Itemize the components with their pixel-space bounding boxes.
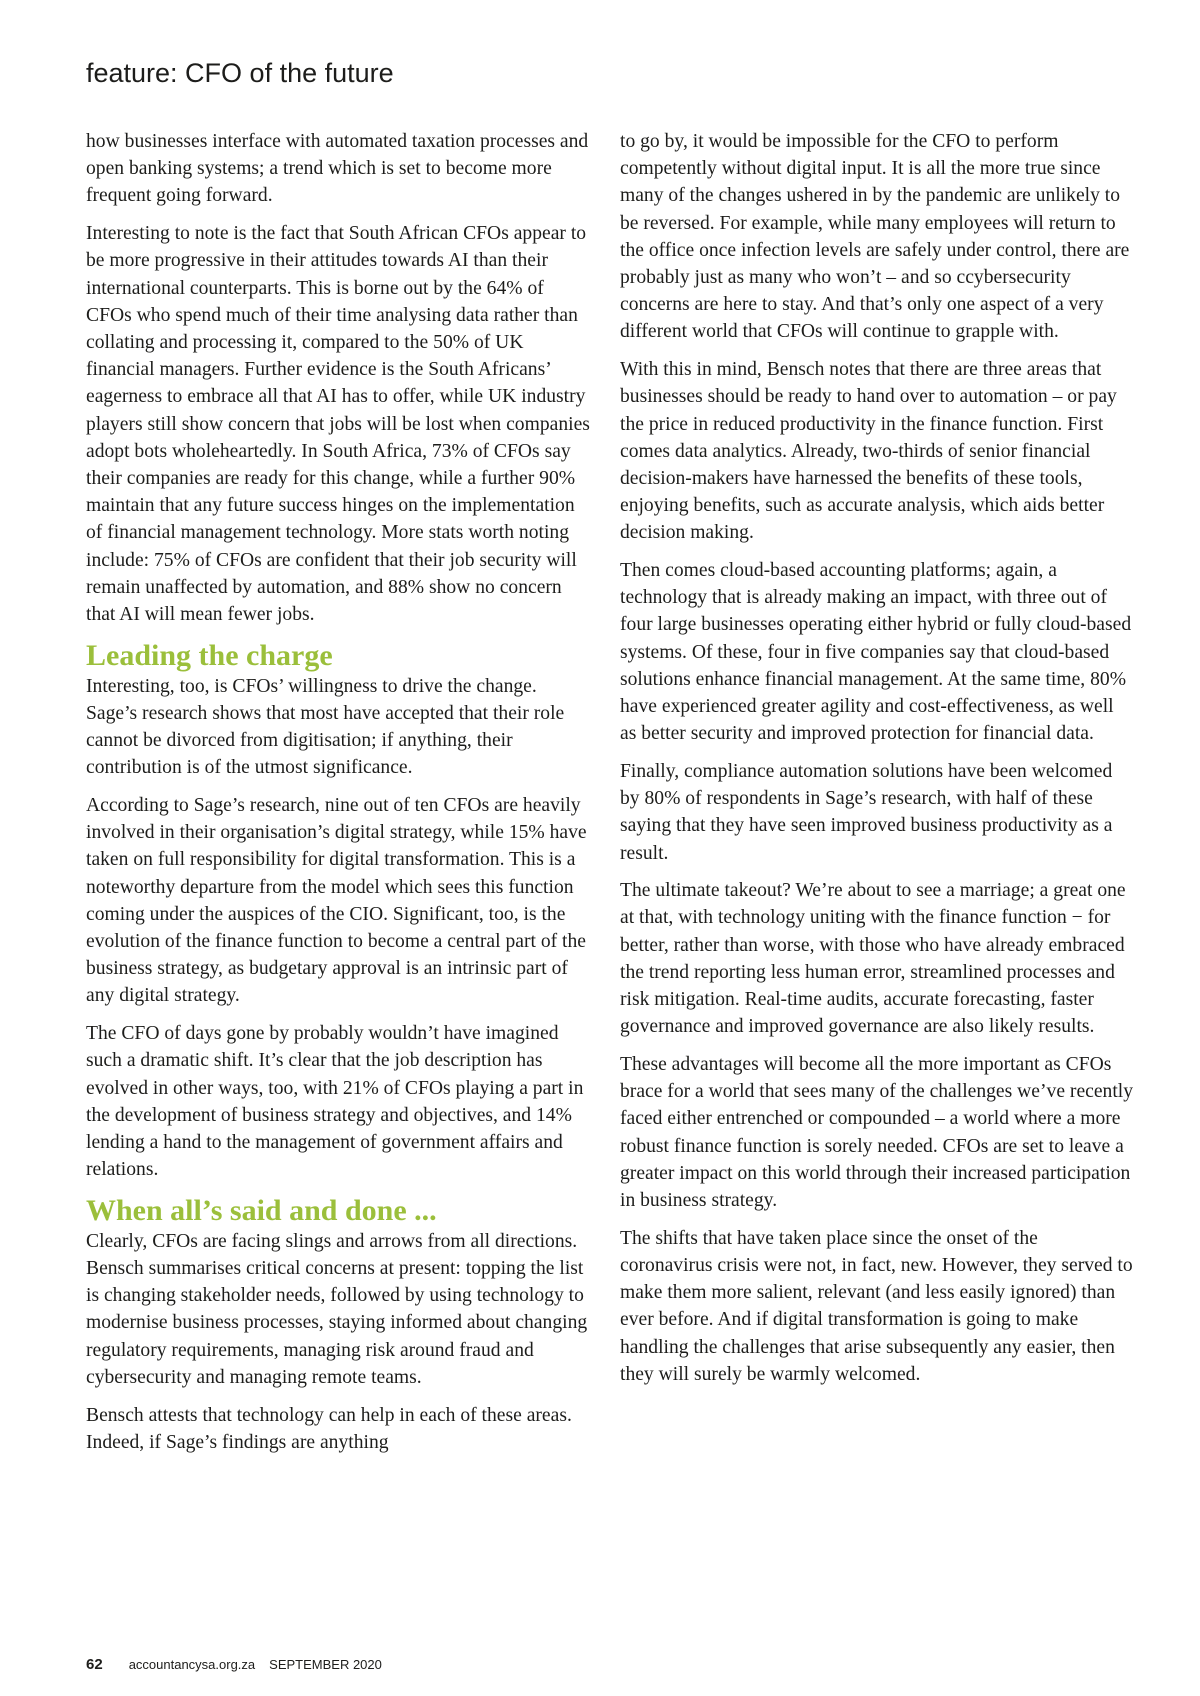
body-paragraph: Clearly, CFOs are facing slings and arrows from all directions. Bensch summarises critical concerns at present: topping the list is changing stakeholder needs, followed by using technology to modernise business processes, staying informed about changing regulatory requirements, managing risk around fraud and cybersecurity and managing remote teams. [86,1230,588,1388]
right-column [620,128,1134,1398]
page-number: 62 [86,1656,103,1673]
body-paragraph: Interesting, too, is CFOs’ willingness to drive the change. Sage’s research shows that most have accepted that their role cannot be divorced from digitisation; if anything, their contribution is of the utmost significance. [86,675,565,779]
body-paragraph: Bensch attests that technology can help in each of these areas. Indeed, if Sage’s findings are anything [86,1404,572,1453]
body-paragraph: The shifts that have taken place since the onset of the coronavirus crisis were not, in fact, new. However, they served to make them more salient, relevant (and less easily ignored) than ever before. And if digital transformation is going to make handling the challenges that arise subsequently any easier, then they will surely be warmly welcomed. [620,1227,1133,1385]
body-paragraph: to go by, it would be impossible for the CFO to perform competently without digital input. It is all the more true since many of the changes ushered in by the pandemic are unlikely to be reversed. For example, while many employees will return to the office once infection levels are safely under control, there are probably just as many who won’t – and so ccybersecurity concerns are here to stay. And that’s only one aspect of a very different world that CFOs will continue to grapple with. [620,131,1130,343]
left-column [86,128,592,1466]
body-paragraph: The CFO of days gone by probably wouldn’t have imagined such a dramatic shift. It’s clear that the job description has evolved in other ways, too, with 21% of CFOs playing a part in the development of business strategy and objectives, and 14% lending a hand to the management of government affairs and relations. [86,1023,584,1181]
body-paragraph: The ultimate takeout? We’re about to see a marriage; a great one at that, with technology uniting with the finance function − for better, rather than worse, with those who have already embraced the trend reporting less human error, streamlined processes and risk mitigation. Real-time audits, accurate forecasting, faster governance and improved governance are also likely results. [620,880,1126,1038]
page-footer [86,1656,382,1673]
body-paragraph: Interesting to note is the fact that South African CFOs appear to be more progressive in their attitudes towards AI than their international counterparts. This is borne out by the 64% of CFOs who spend much of their time analysing data rather than collating and processing it, compared to the 50% of UK financial managers. Further evidence is the South Africans’ eagerness to embrace all that AI has to offer, while UK industry players still show concern that jobs will be lost when companies adopt bots wholeheartedly. In South Africa, 73% of CFOs say their companies are ready for this change, while a further 90% maintain that any future success hinges on the implementation of financial management technology. More stats worth noting include: 75% of CFOs are confident that their job security will remain unaffected by automation, and 88% show no concern that AI will mean fewer jobs. [86,223,590,625]
body-paragraph: These advantages will become all the more important as CFOs brace for a world that sees many of the challenges we’ve recently faced either entrenched or compounded – a world where a more robust finance function is sorely needed. CFOs are set to leave a greater impact on this world through their increased participation in business strategy. [620,1054,1134,1212]
body-paragraph: Finally, compliance automation solutions have been welcomed by 80% of respondents in Sage’s research, with half of these saying that they have seen improved business productivity as a result. [620,760,1113,864]
page-header-title: feature: CFO of the future [86,58,394,88]
body-paragraph: Then comes cloud-based accounting platforms; again, a technology that is already making an impact, with three out of four large businesses operating either hybrid or fully cloud-based systems. Of these, four in five companies say that cloud-based solutions enhance financial management. At the same time, 80% have experienced greater agility and cost-effectiveness, as well as better security and improved protection for financial data. [620,560,1132,745]
body-paragraph: how businesses interface with automated taxation processes and open banking systems; a trend which is set to become more frequent going forward. [86,131,589,207]
section-heading-when-alls-said-and-done: When all’s said and done ... [86,1193,437,1227]
body-paragraph: With this in mind, Bensch notes that there are three areas that businesses should be ready to hand over to automation – or pay the price in reduced productivity in the finance function. First comes data analytics. Already, two-thirds of senior financial decision-makers have harnessed the benefits of these tools, enjoying benefits, such as accurate analysis, which aids better decision making. [620,359,1117,544]
footer-issue-date: SEPTEMBER 2020 [269,1657,382,1672]
section-heading-leading-the-charge: Leading the charge [86,638,333,672]
footer-website: accountancysa.org.za [128,1657,256,1672]
body-paragraph: According to Sage’s research, nine out of ten CFOs are heavily involved in their organisation’s digital strategy, while 15% have taken on full responsibility for digital transformation. This is a noteworthy departure from the model which sees this function coming under the auspices of the CIO. Significant, too, is the evolution of the finance function to become a central part of the business strategy, as budgetary approval is an intrinsic part of any digital strategy. [86,794,587,1007]
